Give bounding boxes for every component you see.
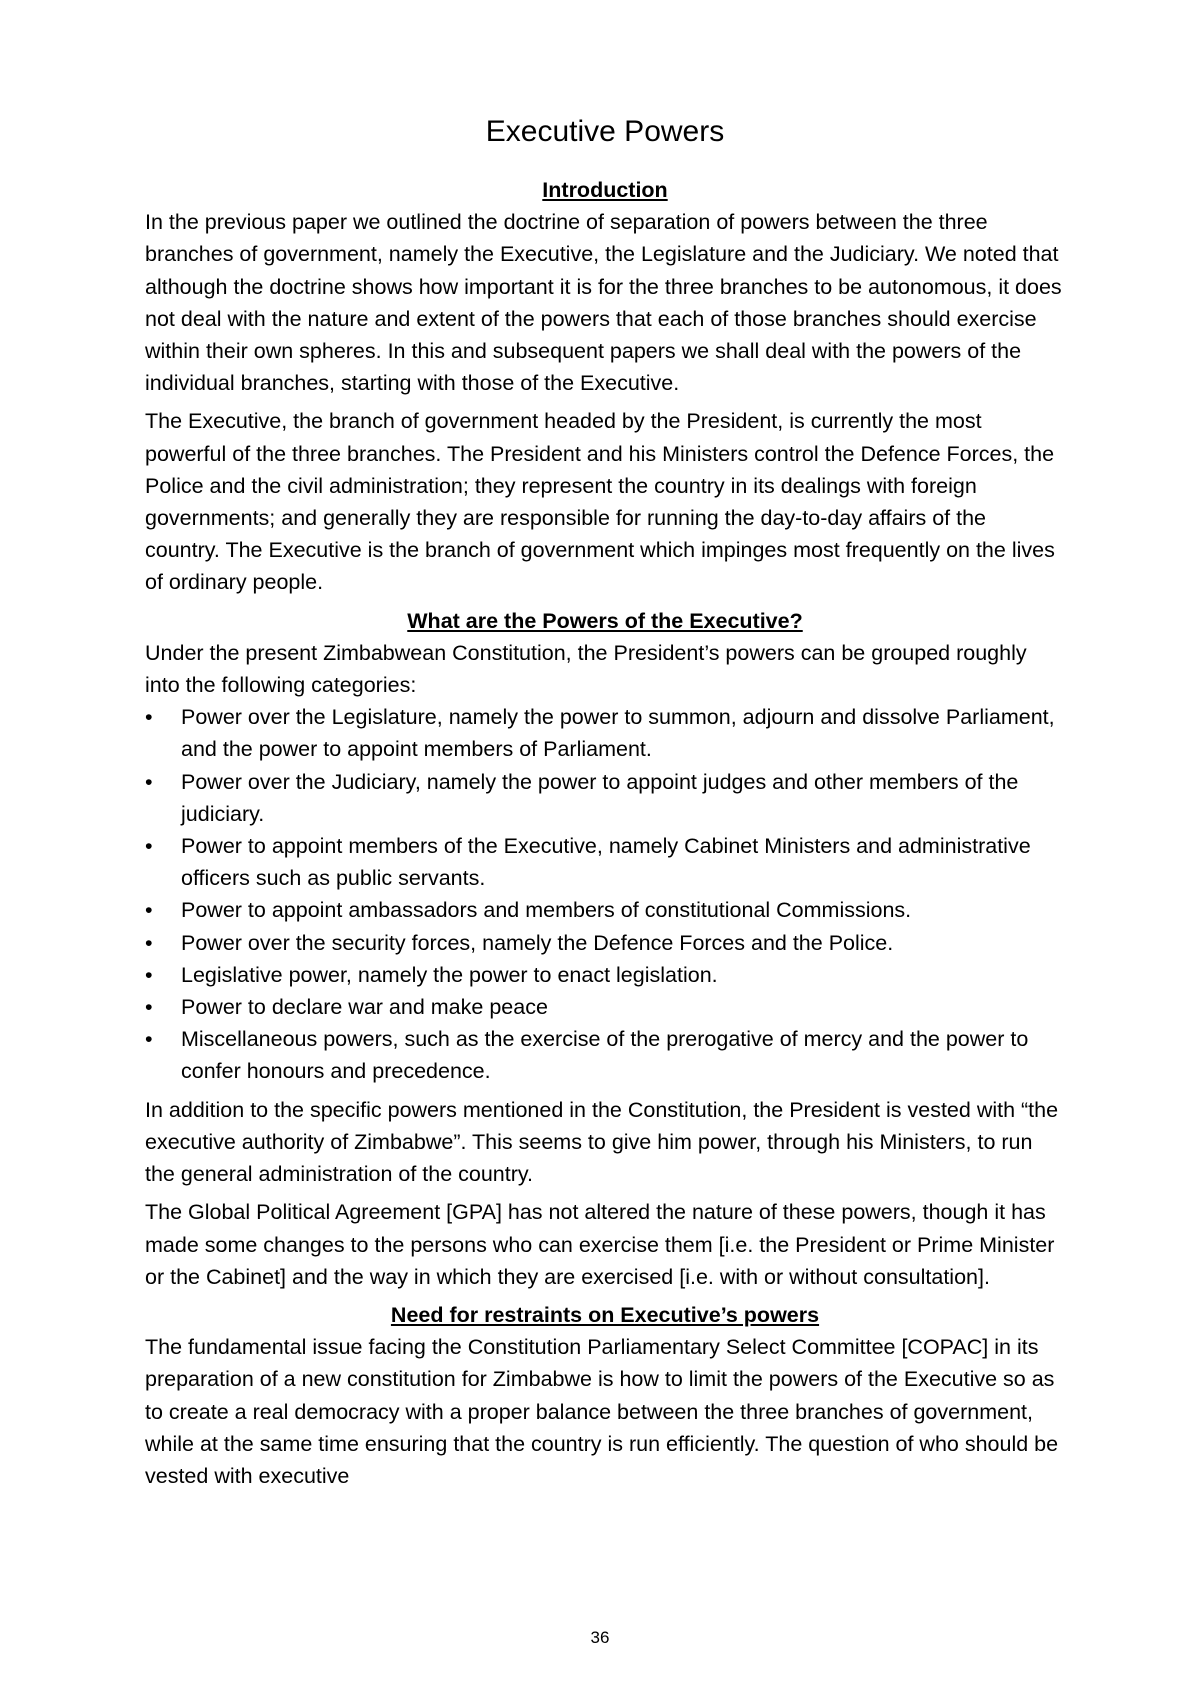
introduction-paragraph: In the previous paper we outlined the doctrine of separation of powers between the three branches of government, namely the Executive, the Legislature and the Judiciary. We noted that although the doctrine shows how important it is for the three branches to be autonomous, it does not deal with the nature and extent of the powers that each of those branches should exercise within their own spheres. In this and subsequent papers we shall deal with the powers of the individual branches, starting with those of the Executive. [145, 210, 1062, 396]
list-item: • Power over the security forces, namely the Defence Forces and the Police. [145, 927, 1065, 959]
list-item: • Power over the Judiciary, namely the power to appoint judges and other members of the judiciary. [145, 766, 1065, 830]
introduction-paragraph: The Executive, the branch of government headed by the President, is currently the most powerful of the three branches. The President and his Ministers control the Defence Forces, the Police and the civil administration; they represent the country in its dealings with foreign governments; and generally they are responsible for running the day-to-day affairs of the country. The Executive is the branch of government which impinges most frequently on the lives of ordinary people. [145, 409, 1055, 595]
restraints-heading: Need for restraints on Executive’s powers [390, 1302, 820, 1327]
page-number: 36 [590, 1628, 610, 1647]
document-title: Executive Powers [485, 115, 725, 148]
powers-list [145, 701, 1065, 1087]
introduction-heading: Introduction [542, 178, 668, 202]
powers-intro: Under the present Zimbabwean Constitution, the President’s powers can be grouped roughly into the following categories: [145, 640, 1027, 698]
powers-heading: What are the Powers of the Executive? [407, 608, 803, 633]
powers-paragraph: The Global Political Agreement [GPA] has not altered the nature of these powers, though it has made some changes to the persons who can exercise them [i.e. the President or Prime Minister or the Cabinet] and the way in which they are exercised [i.e. with or without consultation]. [145, 1200, 1055, 1289]
list-item: • Miscellaneous powers, such as the exercise of the prerogative of mercy and the power to confer honours and precedence. [145, 1023, 1065, 1087]
restraints-paragraph: The fundamental issue facing the Constitution Parliamentary Select Committee [COPAC] in its preparation of a new constitution for Zimbabwe is how to limit the powers of the Executive so as to create a real democracy with a proper balance between the three branches of government, while at the same time ensuring that the country is run efficiently. The question of who should be vested with executive [145, 1335, 1059, 1488]
powers-paragraph: In addition to the specific powers mentioned in the Constitution, the President is vested with “the executive authority of Zimbabwe”. This seems to give him power, through his Ministers, to run the general administration of the country. [145, 1097, 1059, 1187]
list-item: • Power over the Legislature, namely the power to summon, adjourn and dissolve Parliament, and the power to appoint members of Parliament. [145, 701, 1065, 765]
powers-section [145, 605, 1065, 1293]
restraints-section [145, 1299, 1065, 1492]
list-item: • Power to appoint ambassadors and members of constitutional Commissions. [145, 894, 1065, 926]
document-page [145, 112, 1065, 1498]
list-item: • Legislative power, namely the power to enact legislation. [145, 959, 1065, 991]
introduction-section [145, 174, 1065, 599]
list-item: • Power to appoint members of the Executive, namely Cabinet Ministers and administrative officers such as public servants. [145, 830, 1065, 894]
list-item: • Power to declare war and make peace [145, 991, 1065, 1023]
